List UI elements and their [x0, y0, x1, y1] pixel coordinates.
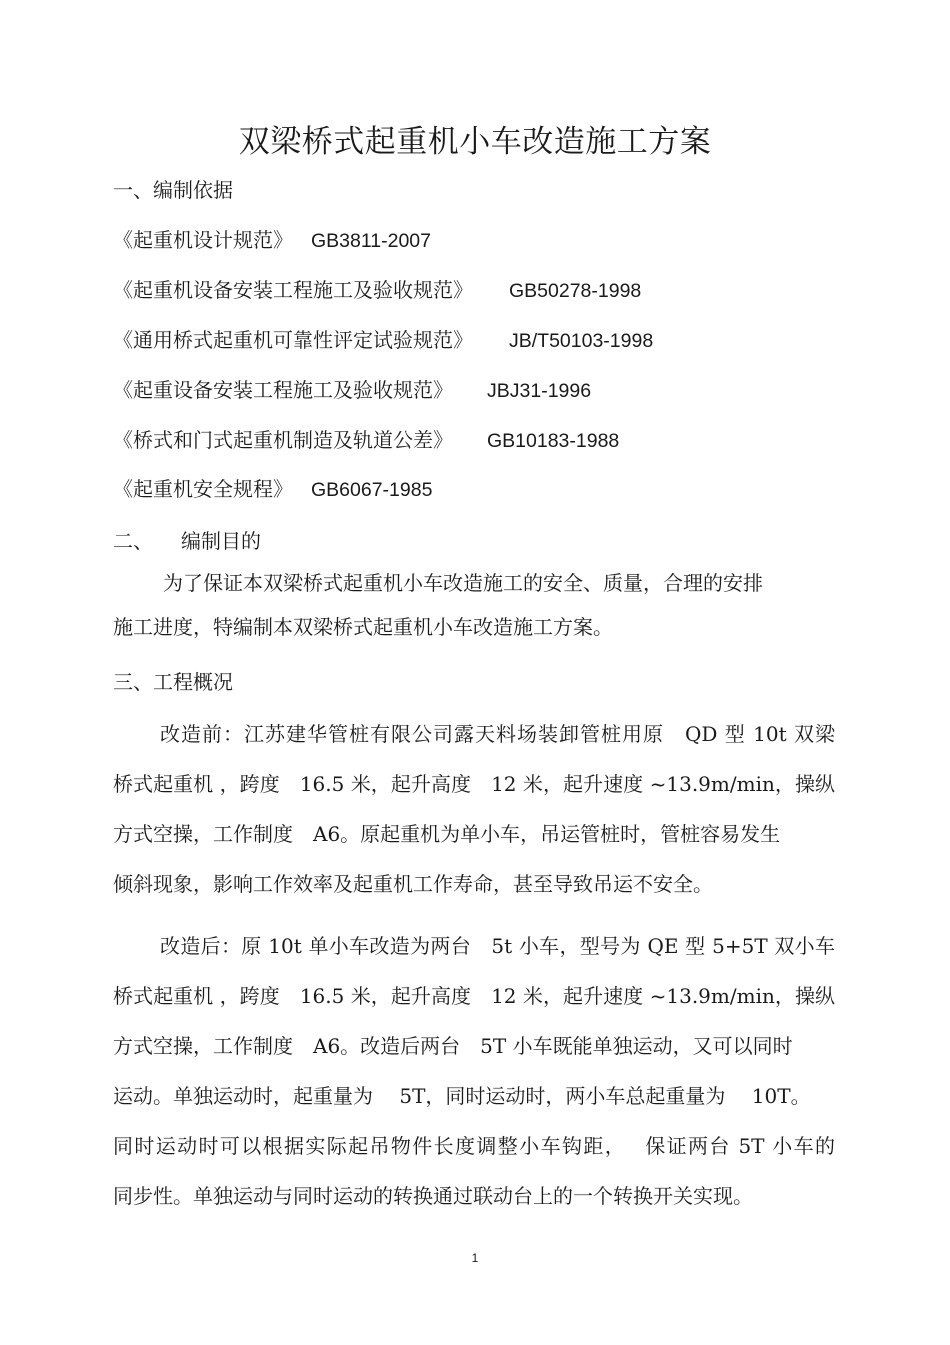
paragraph-line: 倾斜现象，影响工作效率及起重机工作寿命，甚至导致吊运不安全。 — [113, 872, 713, 896]
section-heading-basis: 一、编制依据 — [113, 178, 233, 202]
reference-item — [113, 275, 641, 306]
paragraph-line: 方式空操，工作制度 A6。原起重机为单小车，吊运管桩时，管桩容易发生 — [113, 822, 781, 846]
page-number: 1 — [471, 1251, 479, 1265]
paragraph-line: 运动。单独运动时，起重量为 5T，同时运动时，两小车总起重量为 10T。 — [113, 1084, 811, 1108]
reference-name: 《起重机设备安装工程施工及验收规范》 — [113, 278, 473, 302]
reference-name: 《起重机设计规范》 — [113, 228, 293, 252]
reference-item — [113, 375, 591, 406]
document-title: 双梁桥式起重机小车改造施工方案 — [238, 124, 712, 160]
reference-code: GB50278-1998 — [509, 280, 642, 302]
reference-item — [113, 425, 619, 456]
paragraph-line: 桥式起重机 ，跨度 16.5 米，起升高度 12 米，起升速度 ~13.9m/min，操纵 — [113, 984, 835, 1008]
section-heading-text: 编制目的 — [181, 529, 261, 553]
section-heading-purpose — [113, 526, 261, 556]
reference-code: GB6067-1985 — [311, 479, 433, 501]
reference-item — [113, 225, 431, 256]
reference-name: 《桥式和门式起重机制造及轨道公差》 — [113, 428, 453, 452]
reference-code: GB3811-2007 — [311, 230, 431, 252]
paragraph-line: 桥式起重机 ，跨度 16.5 米，起升高度 12 米，起升速度 ~13.9m/min，操纵 — [113, 772, 835, 796]
paragraph-line: 施工进度，特编制本双梁桥式起重机小车改造施工方案。 — [113, 615, 613, 639]
paragraph-line: 方式空操，工作制度 A6。改造后两台 5T 小车既能单独运动，又可以同时 — [113, 1034, 793, 1058]
section-number: 二、 — [113, 529, 153, 553]
paragraph-line: 同时运动时可以根据实际起吊物件长度调整小车钩距， 保证两台 5T 小车的 — [113, 1134, 835, 1158]
reference-code: JB/T50103-1998 — [509, 330, 654, 352]
section-heading-overview: 三、工程概况 — [113, 670, 233, 694]
reference-name: 《起重设备安装工程施工及验收规范》 — [113, 378, 453, 402]
reference-name: 《通用桥式起重机可靠性评定试验规范》 — [113, 328, 473, 352]
paragraph-line: 同步性。单独运动与同时运动的转换通过联动台上的一个转换开关实现。 — [113, 1184, 753, 1208]
paragraph-line: 为了保证本双梁桥式起重机小车改造施工的安全、质量，合理的安排 — [163, 571, 763, 595]
reference-code: GB10183-1988 — [487, 430, 620, 452]
reference-item — [113, 474, 432, 505]
reference-code: JBJ31-1996 — [487, 380, 592, 402]
reference-item — [113, 325, 653, 356]
reference-name: 《起重机安全规程》 — [113, 477, 293, 501]
paragraph-line: 改造前：江苏建华管桩有限公司露天料场装卸管桩用原 QD 型 10t 双梁 — [160, 722, 835, 746]
paragraph-line: 改造后：原 10t 单小车改造为两台 5t 小车，型号为 QE 型 5+5T 双小车 — [160, 934, 835, 958]
